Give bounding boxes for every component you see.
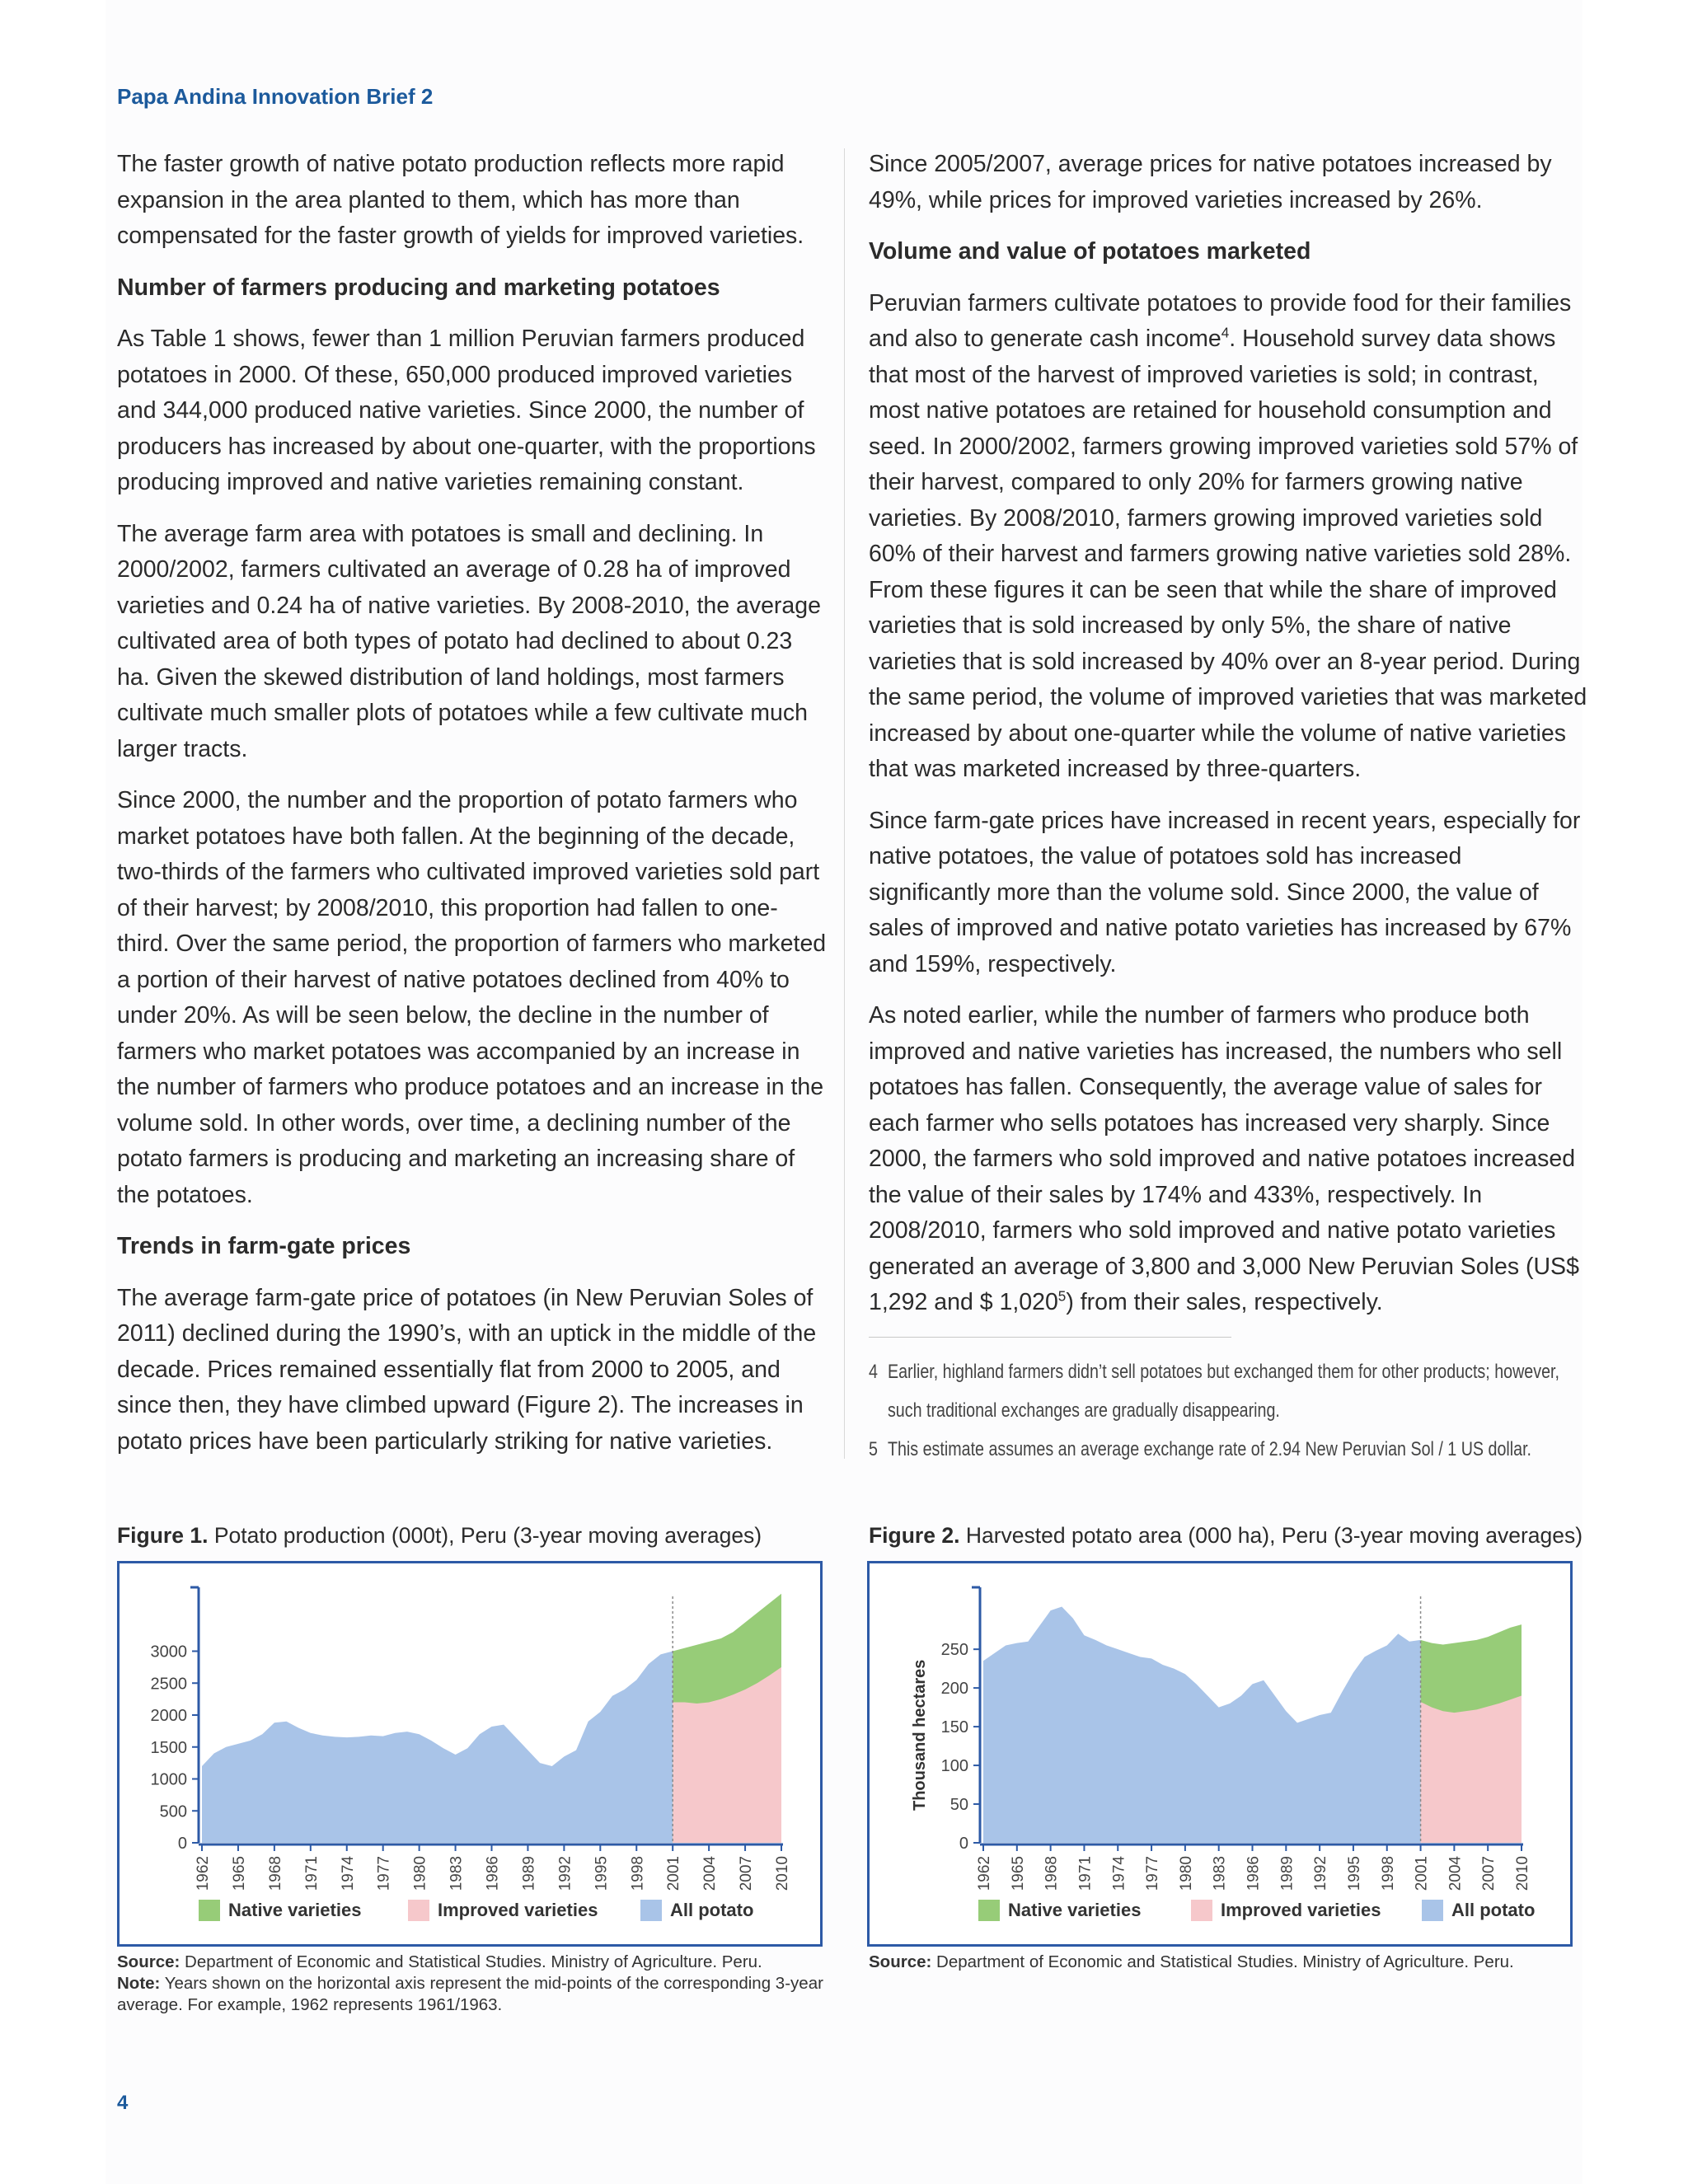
chart-svg (120, 1563, 820, 1893)
legend-native (199, 1900, 361, 1921)
legend-label: Native varieties (1008, 1900, 1142, 1920)
x-tick-label: 1977 (1144, 1856, 1162, 1891)
figure2-chart (867, 1561, 1573, 1947)
x-tick-label: 1968 (266, 1856, 284, 1891)
y-axis-title: Thousand hectares (911, 1659, 929, 1811)
paragraph-text: As noted earlier, while the number of farmers who produce both improved and native varieties has increased, the numbers who sell potatoes has fallen. Consequently, the average value of sales for each farmer who sells potatoes has increased very sharply. Since 2000, the farmers who sold improved and native potatoes increased the value of their sales by 174% and 433%, respectively. In 2008/2010, farmers who sold improved and native potato varieties generated an average of 3,800 and 3,000 New Peruvian Soles (US$ 1,292 and $ 1,020 (869, 1002, 1579, 1315)
y-tick-label: 0 (177, 1835, 187, 1853)
figure-label: Figure 2. (869, 1523, 960, 1548)
footnote-rule (869, 1337, 1231, 1338)
figure-caption: Harvested potato area (000 ha), Peru (3-year moving averages) (959, 1523, 1583, 1548)
paragraph: The average farm area with potatoes is small and declining. In 2000/2002, farmers cultivated an average of 0.28 ha of improved varieties and 0.24 ha of native varieties. By 2008-2010, the average cultivated area of both types of potato had declined to about 0.23 ha. Given the skewed distribution of land holdings, most farmers cultivate much smaller plots of potatoes while a few cultivate much larger tracts. (117, 520, 821, 762)
right-column (869, 147, 1587, 1469)
source-label: Source: (117, 1952, 181, 1971)
x-tick-label: 1980 (1177, 1856, 1195, 1891)
x-tick-label: 1968 (1043, 1856, 1061, 1891)
x-tick-label: 1962 (976, 1856, 993, 1891)
legend-label: All potato (670, 1900, 754, 1920)
paragraph: Since farm-gate prices have increased in recent years, especially for native potatoes, the value of potatoes sold has increased significantly more than the volume sold. Since 2000, the value of sales of improved and native potato varieties has increased by 67% and 159%, respectively. (869, 807, 1581, 977)
x-tick-label: 1989 (1278, 1856, 1296, 1891)
x-tick-label: 1971 (302, 1856, 321, 1891)
y-tick-label: 2500 (150, 1675, 187, 1694)
paragraph: The faster growth of native potato production reflects more rapid expansion in the area planted to them, which has more than compensated for the faster growth of yields for improved varieties. (117, 151, 804, 249)
legend-swatch-native (978, 1900, 1000, 1921)
x-tick-label: 1965 (1009, 1856, 1027, 1891)
y-tick-label: 100 (940, 1757, 968, 1776)
series-all-potato-area (983, 1606, 1421, 1843)
legend-swatch-all (1422, 1900, 1443, 1921)
legend-label: Native varieties (228, 1900, 362, 1920)
y-tick-label: 150 (940, 1718, 968, 1737)
x-tick-label: 1998 (1379, 1856, 1397, 1891)
source-line (869, 1952, 1578, 1973)
x-tick-label: 1974 (339, 1856, 357, 1891)
figure1-chart (117, 1561, 823, 1947)
source-text: Department of Economic and Statistical Studies. Ministry of Agriculture. Peru. (931, 1952, 1514, 1971)
footnote-text: Earlier, highland farmers didn’t sell potatoes but exchanged them for other products; however, such traditional exchanges are gradually disappearing. (887, 1360, 1559, 1422)
x-tick-label: 1992 (1312, 1856, 1330, 1891)
legend-label: Improved varieties (438, 1900, 598, 1920)
legend-improved (408, 1900, 598, 1921)
legend-all (1422, 1900, 1535, 1921)
footnote-ref[interactable]: 5 (1057, 1288, 1067, 1305)
page-number: 4 (117, 2092, 129, 2114)
x-tick-label: 1986 (1245, 1856, 1263, 1891)
x-tick-label: 1962 (195, 1856, 212, 1891)
legend-swatch-native (199, 1900, 220, 1921)
x-tick-label: 1977 (375, 1856, 393, 1891)
x-tick-label: 2004 (1447, 1856, 1465, 1891)
legend-swatch-improved (408, 1900, 429, 1921)
x-tick-label: 1992 (556, 1856, 574, 1891)
y-tick-label: 250 (940, 1641, 968, 1660)
figure2-source (869, 1952, 1578, 1973)
footnote-number: 5 (869, 1437, 878, 1460)
footnote (869, 1352, 1572, 1430)
chart-svg (870, 1563, 1570, 1893)
y-tick-label: 1500 (150, 1738, 187, 1757)
x-tick-label: 1995 (593, 1856, 611, 1891)
legend-label: All potato (1451, 1900, 1536, 1920)
x-tick-label: 1986 (484, 1856, 502, 1891)
footnotes (869, 1352, 1572, 1469)
legend-improved (1191, 1900, 1381, 1921)
y-tick-label: 50 (950, 1796, 968, 1815)
x-tick-label: 2010 (1514, 1856, 1531, 1891)
paragraph: As Table 1 shows, fewer than 1 million Peruvian farmers produced potatoes in 2000. Of these, 650,000 produced improved varieties and 344,000 produced native varieties. Since 2000, the number of producers has increased by about one-quarter, with the proportions producing improved and native varieties remaining constant. (117, 326, 816, 495)
section-heading: Trends in farm-gate prices (117, 1233, 411, 1259)
x-tick-label: 2001 (665, 1856, 683, 1891)
paragraph-text: Peruvian farmers cultivate potatoes to provide food for their families and also to generate cash income (869, 289, 1572, 352)
column-divider (844, 148, 845, 1459)
section-heading: Number of farmers producing and marketing potatoes (117, 274, 720, 301)
series-improved-area (1421, 1696, 1522, 1843)
section-heading: Volume and value of potatoes marketed (869, 238, 1311, 265)
y-tick-label: 1000 (150, 1770, 187, 1789)
paragraph: Since 2000, the number and the proportion of potato farmers who market potatoes have both fallen. At the beginning of the decade, two-thirds of the farmers who cultivated improved varieties sold part of their harvest; by 2008/2010, this proportion had fallen to one-third. Over the same period, the proportion of farmers who marketed a portion of their harvest of native potatoes declined from 40% to under 20%. As will be seen below, the decline in the number of farmers who market potatoes was accompanied by an increase in the number of farmers who produce potatoes and an increase in the volume sold. In other words, over time, a declining number of the potato farmers is producing and marketing an increasing share of the potatoes. (117, 787, 827, 1208)
x-tick-label: 1995 (1345, 1856, 1363, 1891)
legend-label: Improved varieties (1221, 1900, 1381, 1920)
source-label: Source: (869, 1952, 932, 1971)
x-tick-label: 2007 (738, 1856, 756, 1891)
y-tick-label: 200 (940, 1680, 968, 1699)
note-label: Note: (117, 1974, 161, 1993)
x-tick-label: 2007 (1480, 1856, 1498, 1891)
footnote-text: This estimate assumes an average exchange rate of 2.94 New Peruvian Sol / 1 US dollar. (887, 1437, 1532, 1460)
note-line (117, 1973, 826, 2016)
legend-all (640, 1900, 753, 1921)
footnote-number: 4 (869, 1360, 878, 1383)
paragraph-text: . Household survey data shows that most of the harvest of improved varieties is sold; in contrast, most native potatoes are retained for household consumption and seed. In 2000/2002, farmers growing improved varieties sold 57% of their harvest, compared to only 20% for farmers growing native varieties. By 2008/2010, farmers growing improved varieties sold 60% of their harvest and farmers growing native varieties sold 28%. From these figures it can be seen that while the share of improved varieties that is sold increased by only 5%, the share of native varieties that is sold increased by 40% over an 8-year period. During the same period, the volume of improved varieties that was marketed increased by about one-quarter while the volume of native varieties that was marketed increased by three-quarters. (869, 326, 1587, 782)
x-tick-label: 1998 (629, 1856, 647, 1891)
legend-swatch-improved (1191, 1900, 1212, 1921)
figure-caption: Potato production (000t), Peru (3-year moving averages) (208, 1523, 762, 1548)
left-column (117, 147, 828, 1475)
x-tick-label: 1980 (411, 1856, 429, 1891)
paragraph (869, 286, 1587, 788)
footnote (869, 1430, 1572, 1469)
footnote-ref[interactable]: 4 (1221, 325, 1230, 341)
figure1-source (117, 1952, 826, 2016)
y-tick-label: 3000 (150, 1643, 187, 1661)
x-tick-label: 1989 (520, 1856, 538, 1891)
y-tick-label: 0 (959, 1835, 968, 1853)
x-tick-label: 2004 (701, 1856, 720, 1891)
legend-native (978, 1900, 1141, 1921)
paragraph (869, 998, 1587, 1321)
note-text: Years shown on the horizontal axis represent the mid-points of the corresponding 3-year average. For example, 1962 represents 1961/1963. (117, 1974, 823, 2014)
paragraph: Since 2005/2007, average prices for native potatoes increased by 49%, while prices for improved varieties increased by 26%. (869, 151, 1552, 213)
x-tick-label: 2001 (1413, 1856, 1431, 1891)
x-tick-label: 1983 (448, 1856, 466, 1891)
y-tick-label: 2000 (150, 1707, 187, 1725)
y-tick-label: 500 (159, 1802, 187, 1821)
source-line (117, 1952, 826, 1973)
x-tick-label: 1983 (1211, 1856, 1229, 1891)
paragraph: The average farm-gate price of potatoes (in New Peruvian Soles of 2011) declined during the 1990’s, with an uptick in the middle of the decade. Prices remained essentially flat from 2000 to 2005, and since then, they have climbed upward (Figure 2). The increases in potato prices have been particularly striking for native varieties. (117, 1284, 817, 1455)
x-tick-label: 1974 (1110, 1856, 1128, 1891)
page-header: Papa Andina Innovation Brief 2 (117, 84, 434, 109)
figure2-title (869, 1523, 1582, 1549)
figure1-title (117, 1523, 762, 1549)
series-all-potato-area (202, 1652, 673, 1844)
x-tick-label: 2010 (774, 1856, 791, 1891)
x-tick-label: 1971 (1076, 1856, 1095, 1891)
figure-label: Figure 1. (117, 1523, 209, 1548)
x-tick-label: 1965 (230, 1856, 248, 1891)
paragraph-text: ) from their sales, respectively. (1066, 1289, 1383, 1315)
legend-swatch-all (640, 1900, 662, 1921)
source-text: Department of Economic and Statistical Studies. Ministry of Agriculture. Peru. (180, 1952, 762, 1971)
